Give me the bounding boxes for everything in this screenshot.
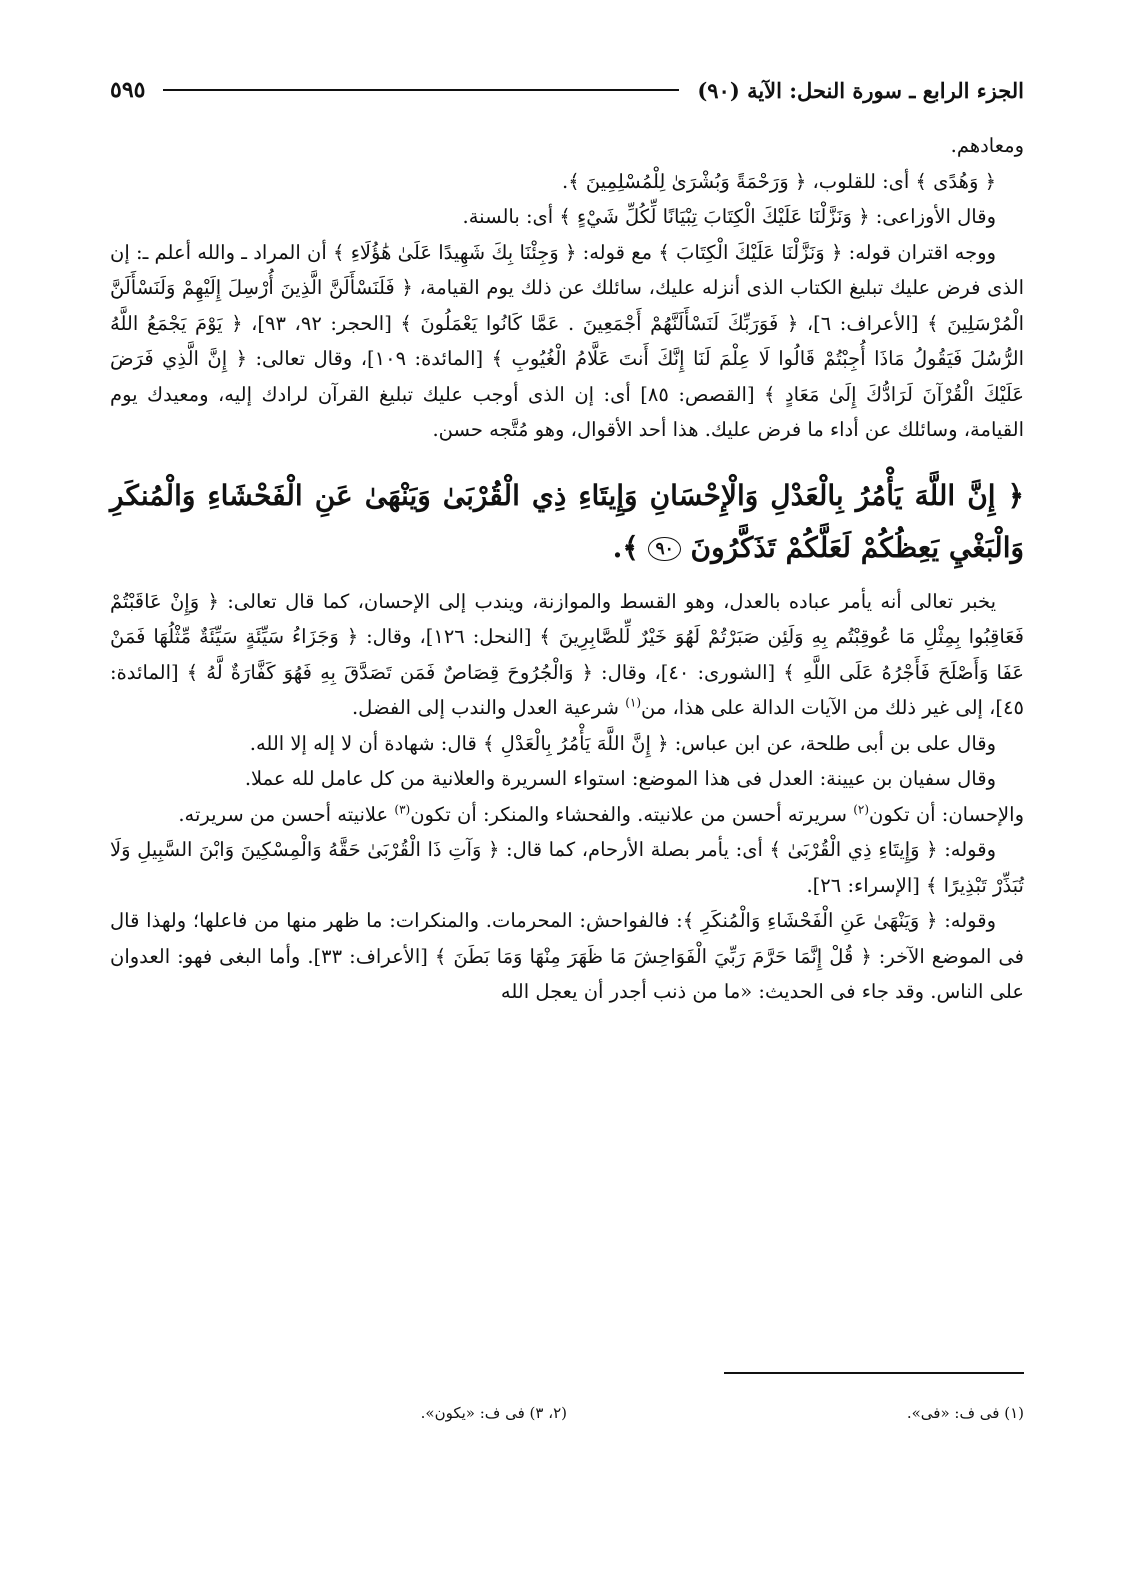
verse-text: ﴿ إِنَّ اللَّهَ يَأْمُرُ بِالْعَدْلِ وَالْإِحْسَانِ وَإِيتَاءِ ذِي الْقُرْبَىٰ وَيَنْهَىٰ عَنِ الْفَحْشَاءِ وَالْمُنكَرِ وَالْبَغْيِ يَعِظُكُمْ لَعَلَّكُمْ تَذَكَّرُونَ xyxy=(110,478,1024,564)
page-body xyxy=(110,128,1024,1010)
footnote-rule xyxy=(724,1372,1024,1374)
commentary-text: والإحسان: أن تكون xyxy=(869,802,1024,826)
commentary-text: علانيته أحسن من سريرته. xyxy=(178,802,395,826)
paragraph: ومعادهم. xyxy=(950,134,1024,157)
paragraph: ووجه اقتران قوله: ﴿ وَنَزَّلْنَا عَلَيْكَ الْكِتَابَ ﴾ مع قوله: ﴿ وَجِئْنَا بِكَ شَهِيدًا عَلَىٰ هَٰؤُلَاءِ ﴾ أن المراد ـ والله أعلم ـ: إن الذى فرض عليك تبليغ الكتاب الذى أنزله عليك، سائلك عن ذلك يوم القيامة، ﴿ فَلَنَسْأَلَنَّ الَّذِينَ أُرْسِلَ إِلَيْهِمْ وَلَنَسْأَلَنَّ الْمُرْسَلِينَ ﴾ [الأعراف: ٦]، ﴿ فَوَرَبِّكَ لَنَسْأَلَنَّهُمْ أَجْمَعِينَ . عَمَّا كَانُوا يَعْمَلُونَ ﴾ [الحجر: ٩٢، ٩٣]، ﴿ يَوْمَ يَجْمَعُ اللَّهُ الرُّسُلَ فَيَقُولُ مَاذَا أُجِبْتُمْ قَالُوا لَا عِلْمَ لَنَا إِنَّكَ أَنتَ عَلَّامُ الْغُيُوبِ ﴾ [المائدة: ١٠٩]، وقال تعالى: ﴿ إِنَّ الَّذِي فَرَضَ عَلَيْكَ الْقُرْآنَ لَرَادُّكَ إِلَىٰ مَعَادٍ ﴾ [القصص: ٨٥] أى: إن الذى أوجب عليك تبليغ القرآن لرادك إليه، ومعيدك يوم القيامة، وسائلك عن أداء ما فرض عليك. هذا أحد الأقوال، وهو مُتَّجه حسن. xyxy=(110,240,1024,441)
commentary-paragraph: وقال سفيان بن عيينة: العدل فى هذا الموضع: استواء السريرة والعلانية من كل عامل لله عملا. xyxy=(244,767,996,790)
commentary-paragraph: وقوله: ﴿ وَإِيتَاءِ ذِي الْقُرْبَىٰ ﴾ أى: يأمر بصلة الأرحام، كما قال: ﴿ وَآتِ ذَا الْقُرْبَىٰ حَقَّهُ وَالْمِسْكِينَ وَابْنَ السَّبِيلِ وَلَا تُبَذِّرْ تَبْذِيرًا ﴾ [الإسراء: ٢٦]. xyxy=(110,838,1024,897)
footnote-ref: (١) xyxy=(625,695,642,710)
header-rule xyxy=(163,89,679,91)
commentary-paragraph xyxy=(110,584,1024,726)
commentary-text: يخبر تعالى أنه يأمر عباده بالعدل، وهو القسط والموازنة، ويندب إلى الإحسان، كما قال تعالى: ﴿ وَإِنْ عَاقَبْتُمْ فَعَاقِبُوا بِمِثْلِ مَا عُوقِبْتُم بِهِ وَلَئِن صَبَرْتُمْ لَهُوَ خَيْرٌ لِّلصَّابِرِينَ ﴾ [النحل: ١٢٦]، وقال: ﴿ وَجَزَاءُ سَيِّئَةٍ سَيِّئَةٌ مِّثْلُهَا فَمَنْ عَفَا وَأَصْلَحَ فَأَجْرُهُ عَلَى اللَّهِ ﴾ [الشورى: ٤٠]، وقال: ﴿ وَالْجُرُوحَ قِصَاصٌ فَمَن تَصَدَّقَ بِهِ فَهُوَ كَفَّارَةٌ لَّهُ ﴾ [المائدة: ٤٥]، إلى غير ذلك من الآيات الدالة على هذا، من xyxy=(110,589,1025,719)
footnote-ref: (٢) xyxy=(853,802,870,816)
footnote-2: (٢، ٣) فى ف: «يكون». xyxy=(420,1404,567,1422)
commentary-paragraph: وقال على بن أبى طلحة، عن ابن عباس: ﴿ إِنَّ اللَّهَ يَأْمُرُ بِالْعَدْلِ ﴾ قال: شهادة أن لا إله إلا الله. xyxy=(249,731,996,755)
quran-verse xyxy=(110,470,1024,574)
paragraph: وقال الأوزاعى: ﴿ وَنَزَّلْنَا عَلَيْكَ الْكِتَابَ تِبْيَانًا لِّكُلِّ شَيْءٍ ﴾ أى: بالسنة. xyxy=(462,205,996,228)
running-title: الجزء الرابع ـ سورة النحل: الآية (٩٠) xyxy=(697,77,1024,103)
footnotes xyxy=(110,1404,1024,1422)
verse-number-badge: ٩٠ xyxy=(648,537,680,561)
page-number: ٥٩٥ xyxy=(110,77,146,103)
commentary-text: شرعية العدل والندب إلى الفضل. xyxy=(351,696,626,719)
footnote-ref: (٣) xyxy=(394,802,411,816)
commentary-text: سريرته أحسن من علانيته. والفحشاء والمنكر: أن تكون xyxy=(410,802,854,826)
commentary-paragraph xyxy=(110,797,1024,833)
verse-end: ﴾. xyxy=(612,530,639,564)
commentary-paragraph: وقوله: ﴿ وَيَنْهَىٰ عَنِ الْفَحْشَاءِ وَالْمُنكَرِ ﴾: فالفواحش: المحرمات. والمنكرات: ما ظهر منها من فاعلها؛ ولهذا قال فى الموضع الآخر: ﴿ قُلْ إِنَّمَا حَرَّمَ رَبِّيَ الْفَوَاحِشَ مَا ظَهَرَ مِنْهَا وَمَا بَطَنَ ﴾ [الأعراف: ٣٣]. وأما البغى فهو: العدوان على الناس. وقد جاء فى الحديث: «ما من ذنب أجدر أن يعجل الله xyxy=(110,909,1025,1003)
paragraph: ﴿ وَهُدًى ﴾ أى: للقلوب، ﴿ وَرَحْمَةً وَبُشْرَىٰ لِلْمُسْلِمِينَ ﴾. xyxy=(562,169,996,193)
page-header xyxy=(110,72,1024,108)
footnote-1: (١) فى ف: «فى». xyxy=(906,1404,1024,1422)
